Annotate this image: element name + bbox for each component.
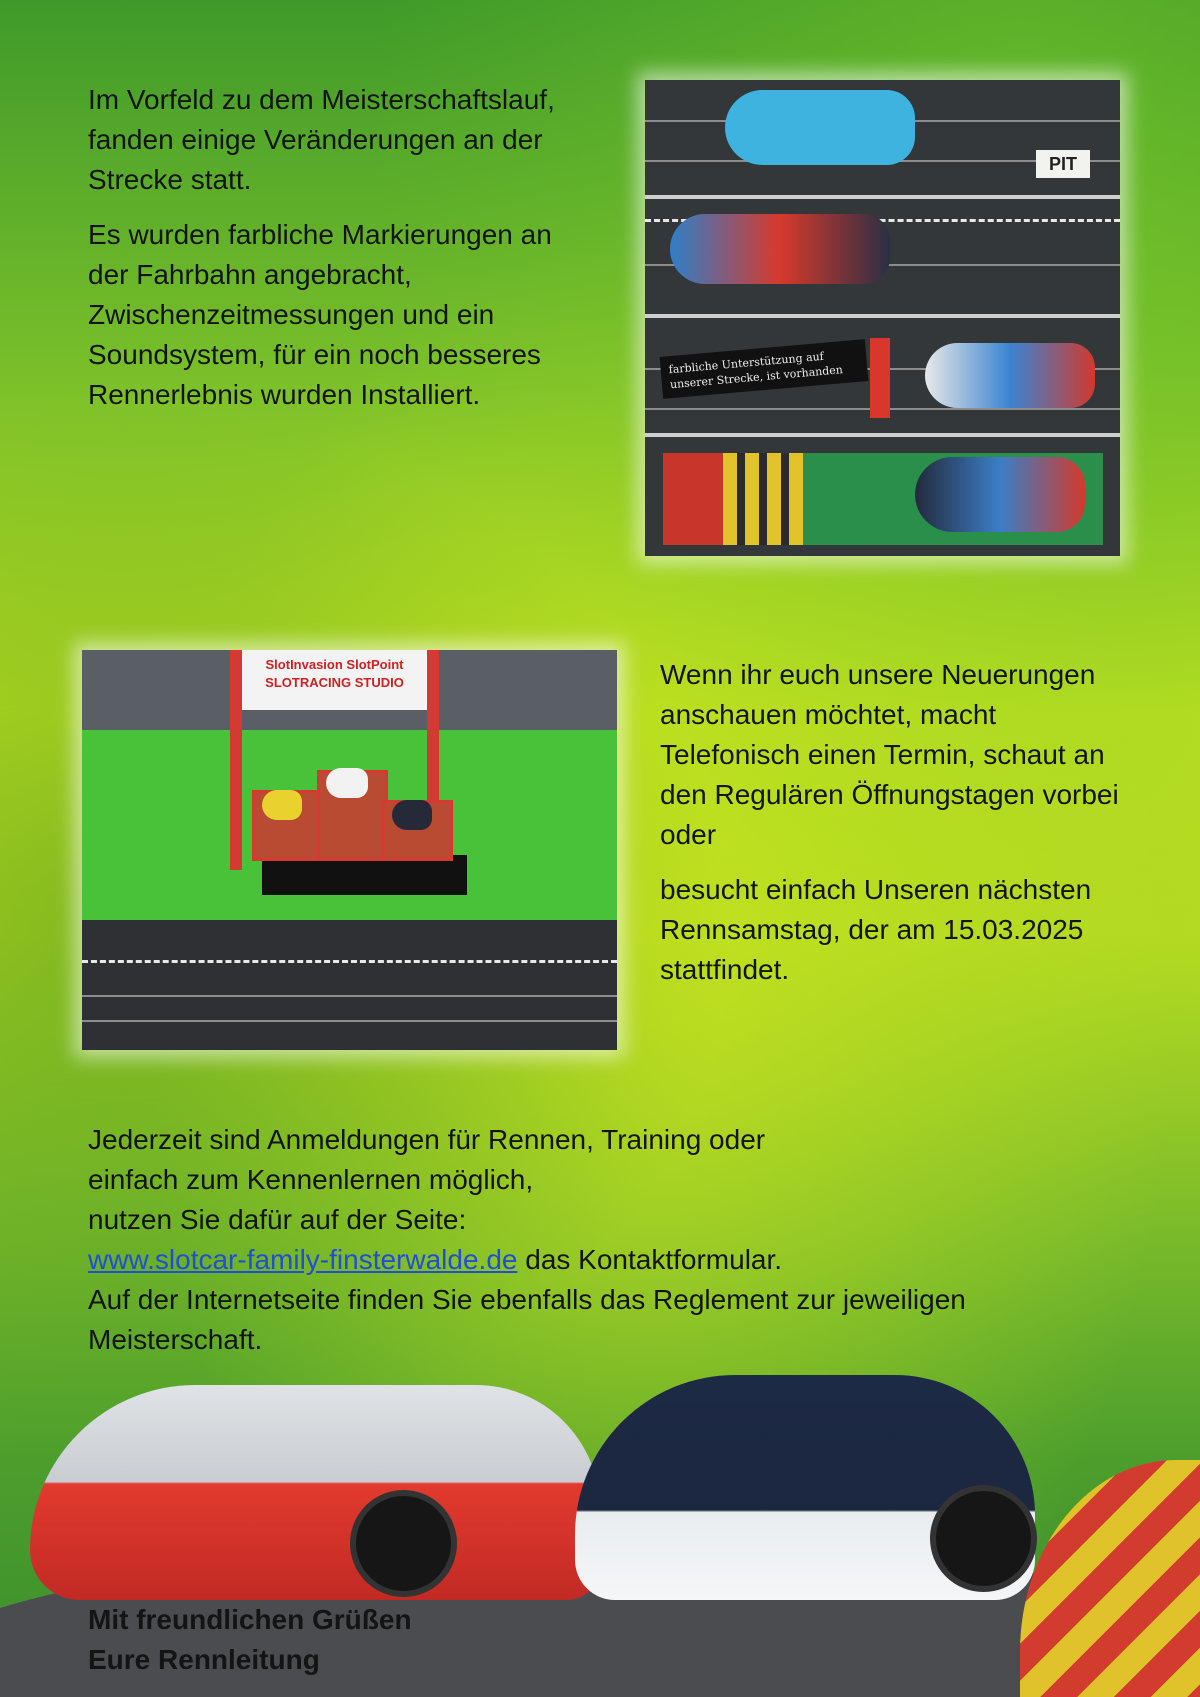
- podium-track: [82, 920, 617, 1050]
- race-car-1: [670, 214, 890, 284]
- track-markings-photo: [645, 80, 1120, 556]
- safety-car: [725, 90, 915, 165]
- closing-greeting: [88, 1600, 412, 1680]
- visit-paragraph-2: besucht einfach Unseren nächsten Rennsamstag, der am 15.03.2025 stattfindet.: [660, 874, 1092, 985]
- sponsor-banner: [237, 650, 432, 710]
- greeting-line-1: Mit freundlichen Grüßen: [88, 1604, 412, 1635]
- photo-strip-safety-car: [645, 80, 1120, 195]
- website-link[interactable]: www.slotcar-family-finsterwalde.de: [88, 1244, 518, 1275]
- register-line-3: nutzen Sie dafür auf der Seite:: [88, 1204, 467, 1235]
- race-car-3: [915, 457, 1085, 532]
- intro-paragraph-1: Im Vorfeld zu dem Meisterschaftslauf, fanden einige Veränderungen an der Strecke statt.: [88, 84, 555, 195]
- photo-strip-stop-marking: [645, 314, 1120, 433]
- podium-car-1: [326, 768, 368, 798]
- register-line-2: einfach zum Kennenlernen möglich,: [88, 1164, 534, 1195]
- pit-sign: PIT: [1036, 150, 1090, 178]
- race-car-2: [925, 343, 1095, 408]
- register-line-4: [88, 1240, 1148, 1280]
- stop-marking: [870, 338, 890, 418]
- podium-photo: [82, 650, 617, 1050]
- banner-line-2: SLOTRACING STUDIO: [265, 675, 404, 690]
- visit-paragraph-1: Wenn ihr euch unsere Neuerungen anschauen möchtet, macht Telefonisch einen Termin, schaut an den Regulären Öffnungstagen vorbei oder: [660, 659, 1119, 850]
- registration-text: [88, 1120, 1148, 1360]
- greeting-line-2: Eure Rennleitung: [88, 1644, 320, 1675]
- contact-form-suffix: das Kontaktformular.: [517, 1244, 783, 1275]
- banner-line-1: SlotInvasion SlotPoint: [265, 657, 404, 672]
- register-line-5: Auf der Internetseite finden Sie ebenfalls das Reglement zur jeweiligen: [88, 1284, 966, 1315]
- register-line-6: Meisterschaft.: [88, 1324, 263, 1355]
- photo-strip-lane-marking: [645, 195, 1120, 314]
- overlay-note: farbliche Unterstützung auf unserer Strecke, ist vorhanden: [660, 339, 869, 399]
- porsche-race-car: [30, 1385, 600, 1600]
- podium-base: [262, 855, 467, 895]
- register-line-1: Jederzeit sind Anmeldungen für Rennen, Training oder: [88, 1124, 766, 1155]
- photo-strip-color-blocks: [645, 433, 1120, 556]
- intro-paragraph-2: Es wurden farbliche Markierungen an der Fahrbahn angebracht, Zwischenzeitmessungen und ein Soundsystem, für ein noch besseres Rennerlebnis wurden Installiert.: [88, 219, 552, 410]
- intro-text: [88, 80, 558, 430]
- podium-car-3: [392, 800, 432, 830]
- visit-text: [660, 655, 1130, 1005]
- track-kerb: [1020, 1460, 1200, 1697]
- podium-car-2: [262, 790, 302, 820]
- ferrari-race-car: [575, 1375, 1035, 1600]
